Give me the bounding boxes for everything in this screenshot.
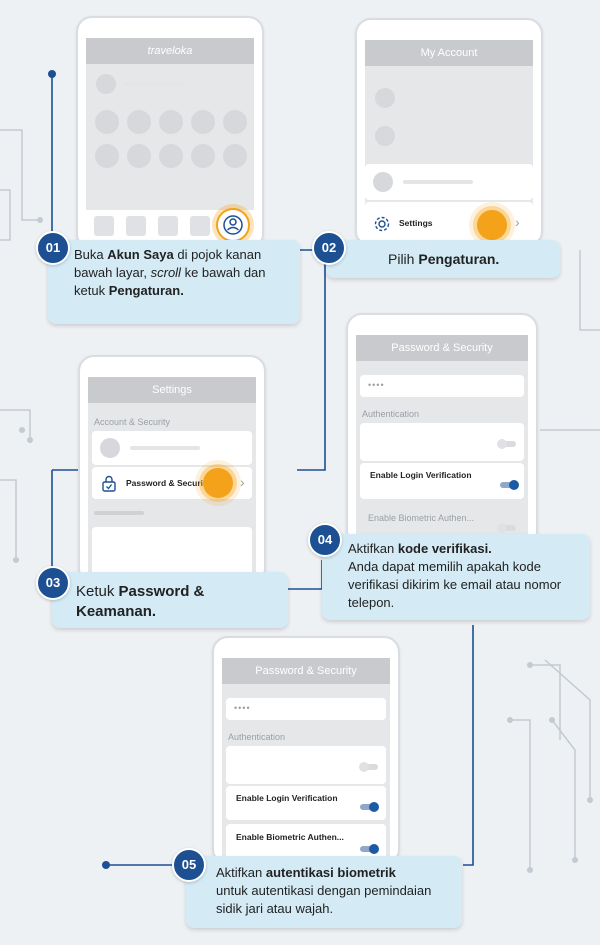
- account-avatar: [375, 88, 395, 108]
- phone-password-security-1-screen: [356, 335, 528, 545]
- step-2-text: [388, 250, 499, 268]
- my-account-header: My Account: [365, 40, 533, 66]
- home-icon-1: [95, 110, 119, 134]
- step-3-number: 03: [36, 566, 70, 600]
- home-icon-4: [191, 110, 215, 134]
- account-icon: [375, 126, 395, 146]
- step-5-text-a: Aktifkan: [216, 865, 266, 880]
- login-verification-toggle[interactable]: [500, 482, 518, 488]
- login-verification-row: [226, 786, 386, 820]
- settings-divider: [94, 511, 144, 515]
- home-icon-5: [223, 110, 247, 134]
- login-verification-row: [360, 463, 524, 499]
- phone-home: [76, 16, 264, 250]
- login-verification-label: Enable Login Verification: [236, 793, 338, 803]
- step-3-text: [76, 582, 266, 622]
- app-brand: traveloka: [86, 38, 254, 64]
- gear-icon: [373, 215, 391, 233]
- settings-header: Settings: [88, 377, 256, 403]
- step-4-heading: [348, 540, 584, 558]
- login-verification-toggle[interactable]: [360, 804, 378, 810]
- home-line: [124, 82, 184, 86]
- biometric-label: Enable Biometric Authen...: [368, 513, 475, 523]
- phone-password-security-2: [212, 636, 400, 865]
- menu-line: [403, 180, 473, 184]
- step-5-heading: [216, 864, 456, 882]
- home-icon-2: [127, 110, 151, 134]
- home-icon-10: [223, 144, 247, 168]
- my-account-tab[interactable]: [216, 208, 250, 242]
- step-5-bold-a: autentikasi biometrik: [265, 865, 396, 880]
- step-1-number: 01: [36, 231, 70, 265]
- auth-toggle-1[interactable]: [498, 441, 516, 447]
- step-1-text-c: ke bawah dan ketuk: [74, 265, 266, 298]
- home-icon-9: [191, 144, 215, 168]
- password-security-header: Password & Security: [356, 335, 528, 361]
- step-4-text-a: Aktifkan: [348, 541, 398, 556]
- lock-icon: [100, 474, 118, 492]
- chevron-right-icon: ›: [240, 474, 245, 490]
- password-security-label: Password & Securi: [126, 478, 204, 488]
- step-2-text-a: Pilih: [388, 251, 419, 267]
- step-4-text: [348, 540, 584, 612]
- step-2-callout: [326, 240, 560, 278]
- step-2-number: 02: [312, 231, 346, 265]
- step-3-text-a: Ketuk: [76, 583, 119, 600]
- step-1-italic: scroll: [150, 265, 181, 280]
- settings-label: Settings: [399, 218, 433, 228]
- step-1-callout: [48, 240, 300, 324]
- auth-toggle-1[interactable]: [360, 764, 378, 770]
- menu-icon: [373, 172, 393, 192]
- settings-row-icon: [100, 438, 120, 458]
- phone-password-security-1: [346, 313, 538, 547]
- password-field[interactable]: [360, 375, 524, 397]
- auth-row-1: [226, 746, 386, 784]
- settings-menu-item[interactable]: [365, 202, 533, 245]
- step-1-text: [74, 246, 292, 300]
- step-5-body: untuk autentikasi dengan pemindaian sidik jari atau wajah.: [216, 883, 432, 916]
- step-2-bold-a: Pengaturan.: [418, 251, 500, 267]
- step-5-text: [216, 864, 456, 918]
- password-mask: ••••: [234, 703, 251, 713]
- auth-row-1: [360, 423, 524, 461]
- step-1-bold-a: Akun Saya: [107, 247, 174, 262]
- step-4-body: Anda dapat memilih apakah kode verifikasi dikirim ke email atau nomor telepon.: [348, 559, 562, 610]
- step-4-callout: [322, 534, 590, 620]
- password-mask: ••••: [368, 380, 385, 390]
- user-icon: [218, 210, 248, 240]
- biometric-label: Enable Biometric Authen...: [236, 832, 344, 842]
- settings-row-1: [92, 431, 252, 465]
- home-icon-7: [127, 144, 151, 168]
- password-security-header: Password & Security: [222, 658, 390, 684]
- account-security-section: Account & Security: [94, 417, 171, 427]
- step-4-number: 04: [308, 523, 342, 557]
- phone-my-account: [355, 18, 543, 247]
- step-1-text-b: di pojok kanan bawah layar,: [74, 247, 262, 280]
- chevron-right-icon: ›: [515, 214, 520, 230]
- password-field[interactable]: [226, 698, 386, 720]
- step-5-callout: [186, 856, 462, 928]
- authentication-section: Authentication: [362, 409, 420, 419]
- step-5-number: 05: [172, 848, 206, 882]
- home-icon-8: [159, 144, 183, 168]
- phone-my-account-screen: [365, 40, 533, 245]
- step-4-bold-a: kode verifikasi.: [397, 541, 492, 556]
- biometric-toggle[interactable]: [498, 525, 516, 531]
- biometric-toggle[interactable]: [360, 846, 378, 852]
- settings-row-line: [130, 446, 200, 450]
- phone-password-security-2-screen: [222, 658, 390, 863]
- nav-tab-2[interactable]: [126, 216, 146, 236]
- tap-indicator: [203, 468, 233, 498]
- login-verification-label: Enable Login Verification: [370, 470, 472, 480]
- step-1-text-a: Buka: [74, 247, 108, 262]
- home-icon-6: [95, 144, 119, 168]
- authentication-section: Authentication: [228, 732, 286, 742]
- nav-tab-1[interactable]: [94, 216, 114, 236]
- home-icon-3: [159, 110, 183, 134]
- step-3-callout: [52, 572, 288, 628]
- step-3-bold-a: Password & Keamanan.: [76, 583, 205, 620]
- home-avatar: [96, 74, 116, 94]
- nav-tab-4[interactable]: [190, 216, 210, 236]
- nav-tab-3[interactable]: [158, 216, 178, 236]
- phone-settings: [78, 355, 266, 584]
- account-menu-card: [365, 164, 533, 200]
- step-1-bold-b: Pengaturan.: [108, 283, 184, 298]
- tap-indicator: [477, 210, 507, 240]
